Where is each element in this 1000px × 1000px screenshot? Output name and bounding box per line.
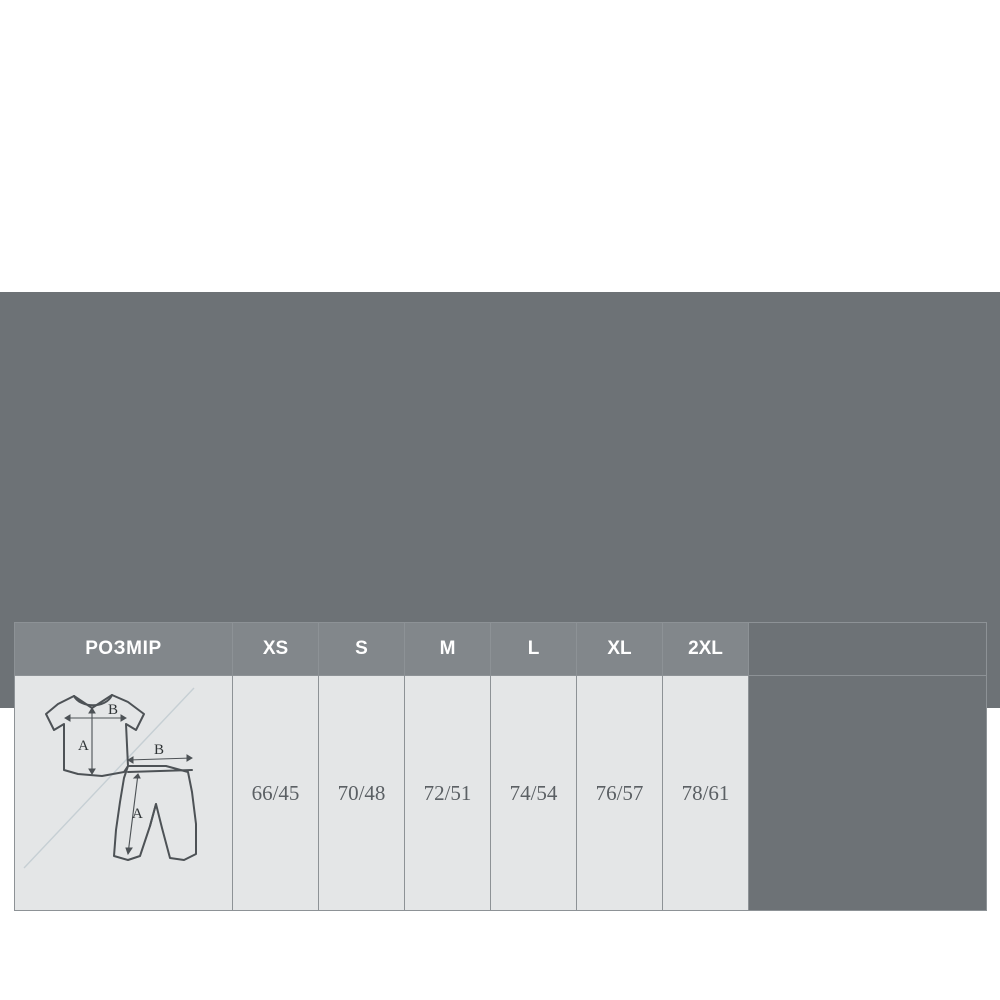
shirt-label-a: A — [77, 738, 89, 754]
pants-label-b: B — [153, 742, 164, 758]
table-header-row — [15, 623, 987, 676]
header-size-2xl: 2XL — [663, 623, 749, 676]
header-size-label: РОЗМІР — [15, 623, 233, 676]
value-xs: 66/45 — [233, 676, 319, 911]
shirt-and-pants-measurement-diagram-icon — [16, 678, 232, 908]
value-m: 72/51 — [405, 676, 491, 911]
body-blank-cell — [749, 676, 987, 911]
table-row — [15, 676, 987, 911]
shirt-label-b: B — [107, 702, 118, 718]
header-size-xl: XL — [577, 623, 663, 676]
size-chart-panel — [0, 292, 1000, 939]
size-table — [14, 622, 987, 911]
value-s: 70/48 — [319, 676, 405, 911]
value-l: 74/54 — [491, 676, 577, 911]
header-blank-cell — [749, 623, 987, 676]
value-xl: 76/57 — [577, 676, 663, 911]
measurement-diagram-cell — [15, 676, 233, 911]
value-2xl: 78/61 — [663, 676, 749, 911]
pants-label-a: A — [131, 806, 143, 822]
header-size-l: L — [491, 623, 577, 676]
header-size-s: S — [319, 623, 405, 676]
size-table-wrapper — [14, 622, 986, 911]
header-size-xs: XS — [233, 623, 319, 676]
footnote-text: Для текстилю допустиме коливання ±5% від технічних параметрів — [14, 917, 666, 939]
header-size-m: M — [405, 623, 491, 676]
